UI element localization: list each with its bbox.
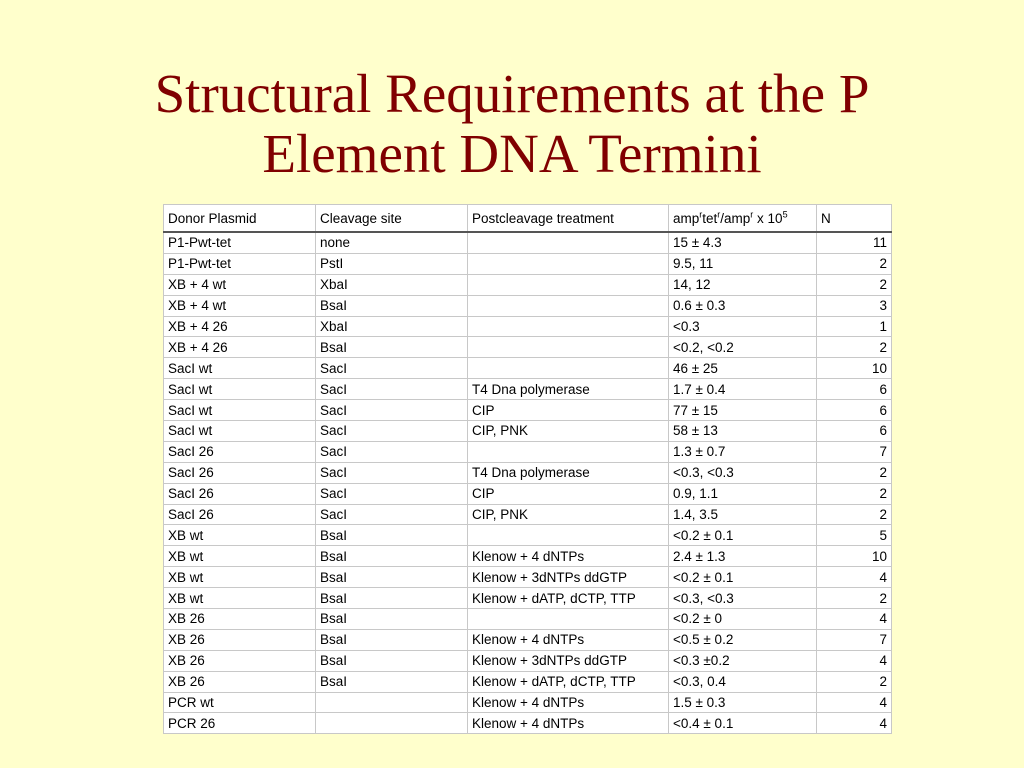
cell-donor-plasmid: SacI 26 bbox=[164, 462, 316, 483]
cell-postcleavage-treatment: Klenow + 4 dNTPs bbox=[468, 546, 669, 567]
table-row bbox=[164, 650, 892, 671]
table-row bbox=[164, 671, 892, 692]
cell-amp-ratio: <0.3, <0.3 bbox=[669, 462, 817, 483]
cell-amp-ratio: 1.4, 3.5 bbox=[669, 504, 817, 525]
cell-donor-plasmid: XB wt bbox=[164, 546, 316, 567]
cell-postcleavage-treatment bbox=[468, 337, 669, 358]
cell-donor-plasmid: XB wt bbox=[164, 525, 316, 546]
table-row bbox=[164, 713, 892, 734]
cell-n: 1 bbox=[817, 316, 892, 337]
table-row bbox=[164, 253, 892, 274]
cell-postcleavage-treatment: Klenow + 4 dNTPs bbox=[468, 692, 669, 713]
table-row bbox=[164, 274, 892, 295]
cell-donor-plasmid: SacI 26 bbox=[164, 441, 316, 462]
cell-postcleavage-treatment bbox=[468, 609, 669, 630]
cell-cleavage-site: SacI bbox=[316, 441, 468, 462]
cell-n: 10 bbox=[817, 358, 892, 379]
cell-n: 10 bbox=[817, 546, 892, 567]
table-header bbox=[164, 205, 892, 233]
amp-label-part: tet bbox=[702, 210, 718, 226]
cell-n: 11 bbox=[817, 232, 892, 253]
cell-amp-ratio: <0.2 ± 0 bbox=[669, 609, 817, 630]
cell-donor-plasmid: SacI wt bbox=[164, 421, 316, 442]
table-row bbox=[164, 421, 892, 442]
cell-cleavage-site: SacI bbox=[316, 462, 468, 483]
header-n: N bbox=[817, 205, 892, 233]
table-row bbox=[164, 316, 892, 337]
cell-cleavage-site: none bbox=[316, 232, 468, 253]
cell-cleavage-site: SacI bbox=[316, 483, 468, 504]
cell-donor-plasmid: XB 26 bbox=[164, 671, 316, 692]
cell-cleavage-site: BsaI bbox=[316, 650, 468, 671]
cell-postcleavage-treatment bbox=[468, 232, 669, 253]
cell-cleavage-site bbox=[316, 713, 468, 734]
cell-n: 4 bbox=[817, 692, 892, 713]
cell-n: 2 bbox=[817, 462, 892, 483]
amp-sup-part: r bbox=[750, 209, 754, 219]
cell-n: 4 bbox=[817, 609, 892, 630]
cell-amp-ratio: <0.4 ± 0.1 bbox=[669, 713, 817, 734]
cell-amp-ratio: 2.4 ± 1.3 bbox=[669, 546, 817, 567]
cell-cleavage-site: BsaI bbox=[316, 337, 468, 358]
cell-n: 2 bbox=[817, 588, 892, 609]
cell-amp-ratio: <0.2 ± 0.1 bbox=[669, 567, 817, 588]
cell-amp-ratio: 0.9, 1.1 bbox=[669, 483, 817, 504]
cell-postcleavage-treatment: T4 Dna polymerase bbox=[468, 462, 669, 483]
cell-postcleavage-treatment bbox=[468, 441, 669, 462]
cell-amp-ratio: <0.3 ±0.2 bbox=[669, 650, 817, 671]
cell-n: 6 bbox=[817, 379, 892, 400]
table-row bbox=[164, 692, 892, 713]
cell-n: 2 bbox=[817, 671, 892, 692]
table-row bbox=[164, 337, 892, 358]
cell-postcleavage-treatment bbox=[468, 316, 669, 337]
cell-amp-ratio: <0.5 ± 0.2 bbox=[669, 629, 817, 650]
cell-amp-ratio: <0.3 bbox=[669, 316, 817, 337]
cell-postcleavage-treatment: Klenow + 4 dNTPs bbox=[468, 713, 669, 734]
cell-postcleavage-treatment bbox=[468, 253, 669, 274]
slide-title-line-2: Element DNA Termini bbox=[262, 123, 762, 184]
table-row bbox=[164, 588, 892, 609]
table-row bbox=[164, 504, 892, 525]
cell-postcleavage-treatment: CIP bbox=[468, 400, 669, 421]
table-row bbox=[164, 295, 892, 316]
amp-sup-part: r bbox=[699, 209, 703, 219]
table-row bbox=[164, 483, 892, 504]
cell-donor-plasmid: PCR 26 bbox=[164, 713, 316, 734]
cell-cleavage-site: SacI bbox=[316, 400, 468, 421]
cell-n: 2 bbox=[817, 274, 892, 295]
cell-cleavage-site: XbaI bbox=[316, 316, 468, 337]
cell-amp-ratio: 14, 12 bbox=[669, 274, 817, 295]
cell-cleavage-site: BsaI bbox=[316, 609, 468, 630]
cell-amp-ratio: 77 ± 15 bbox=[669, 400, 817, 421]
cell-donor-plasmid: XB 26 bbox=[164, 609, 316, 630]
cell-donor-plasmid: SacI wt bbox=[164, 400, 316, 421]
header-postcleavage-treatment: Postcleavage treatment bbox=[468, 205, 669, 233]
table-row bbox=[164, 629, 892, 650]
cell-cleavage-site: SacI bbox=[316, 358, 468, 379]
cell-postcleavage-treatment: Klenow + 4 dNTPs bbox=[468, 629, 669, 650]
cell-postcleavage-treatment bbox=[468, 358, 669, 379]
cell-postcleavage-treatment bbox=[468, 295, 669, 316]
cell-n: 4 bbox=[817, 713, 892, 734]
cell-n: 2 bbox=[817, 504, 892, 525]
cell-amp-ratio: 1.3 ± 0.7 bbox=[669, 441, 817, 462]
cell-n: 3 bbox=[817, 295, 892, 316]
cell-donor-plasmid: XB + 4 wt bbox=[164, 274, 316, 295]
cell-cleavage-site: SacI bbox=[316, 421, 468, 442]
cell-cleavage-site: BsaI bbox=[316, 629, 468, 650]
amp-label-part: amp bbox=[673, 210, 700, 226]
cell-cleavage-site: BsaI bbox=[316, 671, 468, 692]
cell-n: 5 bbox=[817, 525, 892, 546]
cell-donor-plasmid: XB 26 bbox=[164, 629, 316, 650]
cell-donor-plasmid: XB + 4 26 bbox=[164, 337, 316, 358]
header-row bbox=[164, 205, 892, 233]
table-row bbox=[164, 546, 892, 567]
cell-donor-plasmid: SacI wt bbox=[164, 379, 316, 400]
cell-donor-plasmid: XB wt bbox=[164, 567, 316, 588]
cell-n: 2 bbox=[817, 483, 892, 504]
cell-amp-ratio: 15 ± 4.3 bbox=[669, 232, 817, 253]
cell-n: 6 bbox=[817, 421, 892, 442]
cell-postcleavage-treatment: CIP bbox=[468, 483, 669, 504]
cell-postcleavage-treatment: Klenow + 3dNTPs ddGTP bbox=[468, 650, 669, 671]
cell-amp-ratio: <0.3, <0.3 bbox=[669, 588, 817, 609]
cell-postcleavage-treatment: T4 Dna polymerase bbox=[468, 379, 669, 400]
cell-donor-plasmid: P1-Pwt-tet bbox=[164, 232, 316, 253]
cell-amp-ratio: 46 ± 25 bbox=[669, 358, 817, 379]
cell-donor-plasmid: XB + 4 26 bbox=[164, 316, 316, 337]
cell-cleavage-site: SacI bbox=[316, 504, 468, 525]
cell-postcleavage-treatment: Klenow + dATP, dCTP, TTP bbox=[468, 671, 669, 692]
table-row bbox=[164, 462, 892, 483]
amp-sup-part: r bbox=[717, 209, 721, 219]
slide-title bbox=[0, 64, 1024, 184]
cell-postcleavage-treatment: Klenow + 3dNTPs ddGTP bbox=[468, 567, 669, 588]
cell-amp-ratio: <0.3, 0.4 bbox=[669, 671, 817, 692]
cell-n: 4 bbox=[817, 650, 892, 671]
slide-title-line-1: Structural Requirements at the P bbox=[154, 63, 870, 124]
table-row bbox=[164, 379, 892, 400]
results-table bbox=[163, 204, 892, 734]
amp-label-part: x 10 bbox=[753, 210, 783, 226]
amp-sup-part: 5 bbox=[782, 209, 788, 219]
cell-donor-plasmid: SacI wt bbox=[164, 358, 316, 379]
cell-amp-ratio: <0.2 ± 0.1 bbox=[669, 525, 817, 546]
cell-n: 6 bbox=[817, 400, 892, 421]
cell-cleavage-site: BsaI bbox=[316, 525, 468, 546]
cell-n: 7 bbox=[817, 629, 892, 650]
cell-donor-plasmid: SacI 26 bbox=[164, 483, 316, 504]
cell-n: 2 bbox=[817, 337, 892, 358]
cell-donor-plasmid: P1-Pwt-tet bbox=[164, 253, 316, 274]
cell-cleavage-site: XbaI bbox=[316, 274, 468, 295]
cell-n: 4 bbox=[817, 567, 892, 588]
cell-postcleavage-treatment: Klenow + dATP, dCTP, TTP bbox=[468, 588, 669, 609]
cell-donor-plasmid: PCR wt bbox=[164, 692, 316, 713]
cell-cleavage-site: BsaI bbox=[316, 567, 468, 588]
cell-cleavage-site: BsaI bbox=[316, 588, 468, 609]
header-cleavage-site: Cleavage site bbox=[316, 205, 468, 233]
cell-postcleavage-treatment: CIP, PNK bbox=[468, 504, 669, 525]
cell-amp-ratio: 58 ± 13 bbox=[669, 421, 817, 442]
table-row bbox=[164, 525, 892, 546]
table-body bbox=[164, 232, 892, 734]
table-row bbox=[164, 358, 892, 379]
cell-amp-ratio: <0.2, <0.2 bbox=[669, 337, 817, 358]
cell-donor-plasmid: XB 26 bbox=[164, 650, 316, 671]
cell-amp-ratio: 1.7 ± 0.4 bbox=[669, 379, 817, 400]
cell-cleavage-site: SacI bbox=[316, 379, 468, 400]
cell-n: 7 bbox=[817, 441, 892, 462]
cell-n: 2 bbox=[817, 253, 892, 274]
cell-amp-ratio: 9.5, 11 bbox=[669, 253, 817, 274]
cell-cleavage-site: PstI bbox=[316, 253, 468, 274]
cell-amp-ratio: 1.5 ± 0.3 bbox=[669, 692, 817, 713]
cell-donor-plasmid: XB wt bbox=[164, 588, 316, 609]
cell-postcleavage-treatment: CIP, PNK bbox=[468, 421, 669, 442]
cell-donor-plasmid: SacI 26 bbox=[164, 504, 316, 525]
table-row bbox=[164, 441, 892, 462]
cell-donor-plasmid: XB + 4 wt bbox=[164, 295, 316, 316]
header-amp-ratio bbox=[669, 205, 817, 233]
cell-amp-ratio: 0.6 ± 0.3 bbox=[669, 295, 817, 316]
table-row bbox=[164, 400, 892, 421]
header-donor-plasmid: Donor Plasmid bbox=[164, 205, 316, 233]
cell-postcleavage-treatment bbox=[468, 525, 669, 546]
amp-label-part: /amp bbox=[720, 210, 751, 226]
cell-cleavage-site bbox=[316, 692, 468, 713]
table-row bbox=[164, 232, 892, 253]
cell-cleavage-site: BsaI bbox=[316, 546, 468, 567]
table-row bbox=[164, 567, 892, 588]
cell-cleavage-site: BsaI bbox=[316, 295, 468, 316]
cell-postcleavage-treatment bbox=[468, 274, 669, 295]
table-row bbox=[164, 609, 892, 630]
